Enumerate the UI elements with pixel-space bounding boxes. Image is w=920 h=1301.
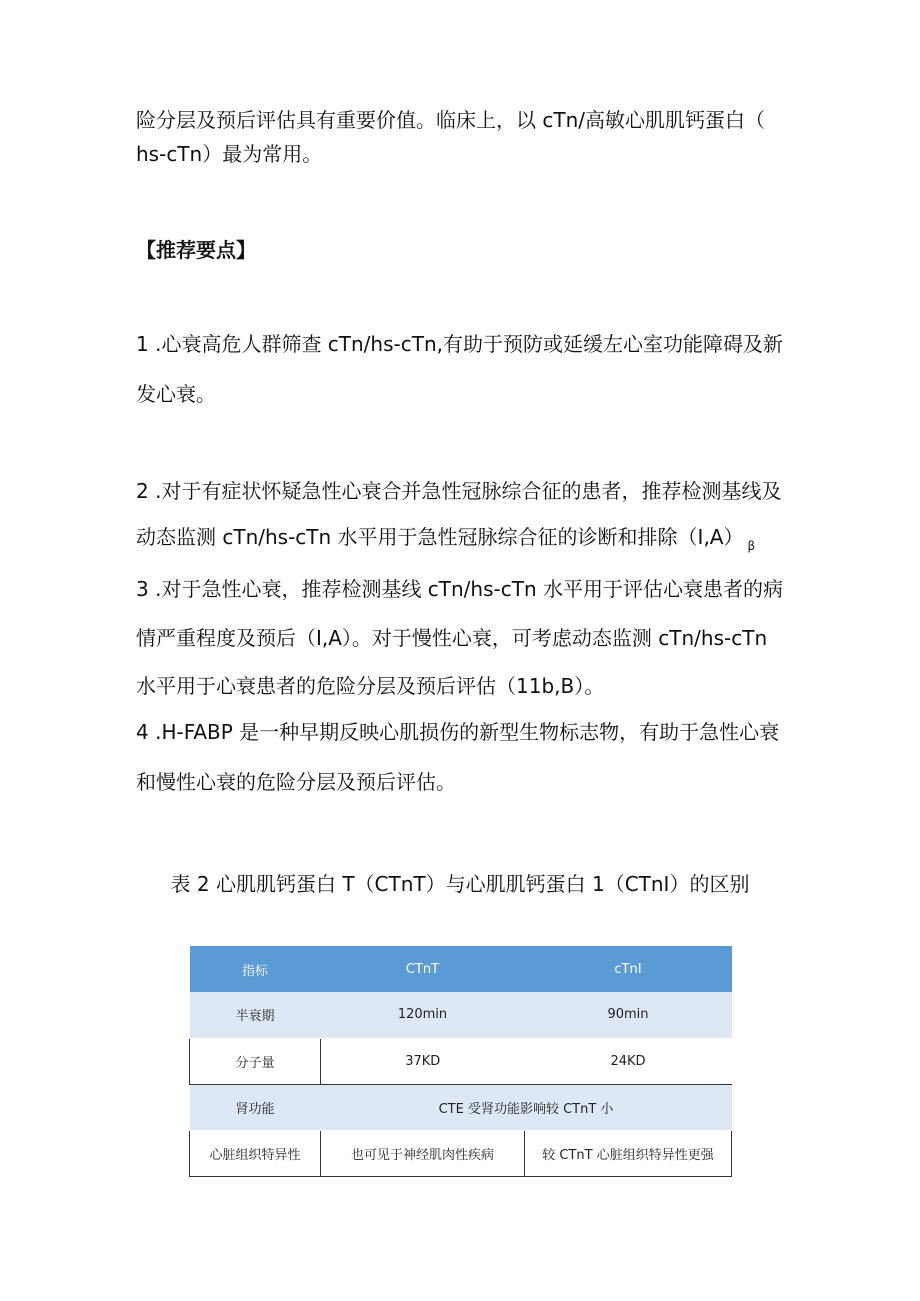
header-indicator: 指标 [241,963,268,979]
table-row [190,992,732,1038]
cell-merged: CTE 受肾功能影响较 CTnT 小 [321,1084,732,1130]
table-row [190,1084,732,1130]
header-ctnt: CTnT [405,961,440,977]
cell-ctni: 90min [525,992,732,1038]
table-caption: 表 2 心肌肌钙蛋白 T（CTnT）与心肌肌钙蛋白 1（CTnI）的区别 [170,872,750,896]
table-header-row [190,946,732,992]
intro-line-2: hs-cTn）最为常用。 [136,142,323,166]
cell-ctni: 24KD [525,1038,732,1084]
recommendation-2-line-2 [136,523,755,560]
cell-ctnt: 120min [321,992,525,1038]
recommendation-4-line-2: 和慢性心衰的危险分层及预后评估。 [136,770,456,794]
row-label: 心脏组织特异性 [190,1130,321,1176]
table-row [190,1130,732,1176]
recommendation-3-line-1: 3 .对于急性心衰，推荐检测基线 cTn/hs-cTn 水平用于评估心衰患者的病 [136,577,783,601]
section-title: 【推荐要点】 [136,238,256,262]
recommendation-3-line-2: 情严重程度及预后（I,A）。对于慢性心衰，可考虑动态监测 cTn/hs-cTn [136,626,768,650]
cell-ctnt: 也可见于神经肌肉性疾病 [321,1130,525,1176]
recommendation-2-line-2-text: 动态监测 cTn/hs-cTn 水平用于急性冠脉综合征的诊断和排除（I,A） [136,525,744,549]
row-label: 半衰期 [190,992,321,1038]
row-label: 分子量 [190,1038,321,1084]
cell-ctnt: 37KD [321,1038,525,1084]
recommendation-4-line-1: 4 .H-FABP 是一种早期反映心肌损伤的新型生物标志物，有助于急性心衰 [136,720,780,744]
intro-line-1: 险分层及预后评估具有重要价值。临床上，以 cTn/高敏心肌肌钙蛋白（ [136,108,765,132]
row-label: 肾功能 [190,1084,321,1130]
recommendation-3-line-3: 水平用于心衰患者的危险分层及预后评估（11b,B）。 [136,674,605,698]
recommendation-2-suffix: β [747,539,756,553]
recommendation-1-line-2: 发心衰。 [136,382,216,406]
header-ctni: cTnI [614,961,642,977]
comparison-table [189,946,732,1177]
cell-ctni: 较 CTnT 心脏组织特异性更强 [525,1130,732,1176]
recommendation-2-line-1: 2 .对于有症状怀疑急性心衰合并急性冠脉综合征的患者，推荐检测基线及 [136,479,782,503]
recommendation-1-line-1: 1 .心衰高危人群筛查 cTn/hs-cTn,有助于预防或延缓左心室功能障碍及新 [136,332,783,356]
table-row [190,1038,732,1084]
